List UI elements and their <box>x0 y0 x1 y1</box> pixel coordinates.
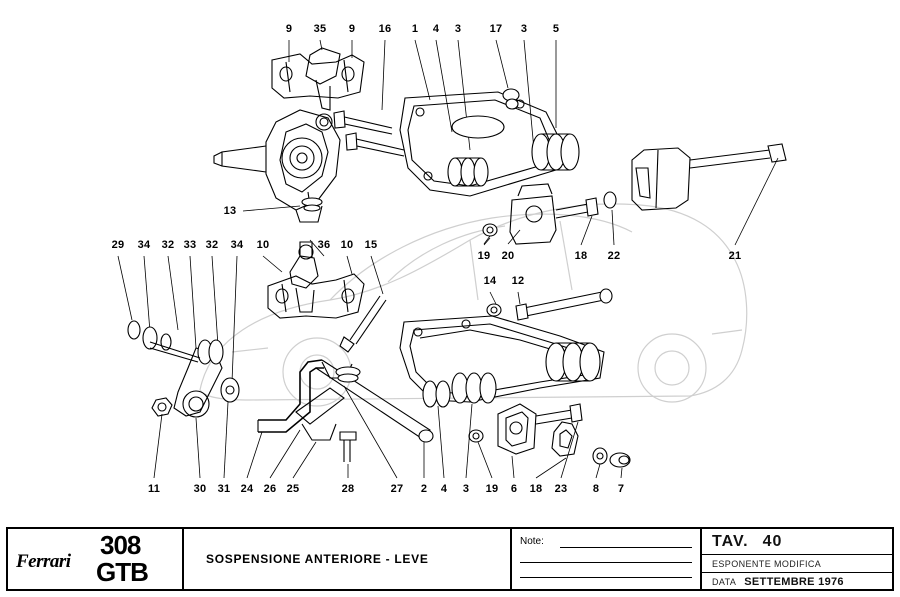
callout-number: 32 <box>161 239 175 251</box>
callout-number: 6 <box>510 483 518 495</box>
callout-number: 12 <box>511 275 525 287</box>
callout-number: 17 <box>489 23 503 35</box>
callout-number: 35 <box>313 23 327 35</box>
bump-stop-bracket-21 <box>632 144 786 245</box>
note-write-line-1 <box>560 547 692 548</box>
callout-number: 5 <box>552 23 560 35</box>
table-label: TAV. <box>712 532 749 550</box>
callout-number: 28 <box>341 483 355 495</box>
callout-number: 8 <box>592 483 600 495</box>
drawing-title-cell <box>184 529 512 589</box>
callout-number: 31 <box>217 483 231 495</box>
callout-number: 26 <box>263 483 277 495</box>
lower-balljoint-bracket <box>268 242 364 318</box>
table-info-cell <box>702 529 892 589</box>
model-number-top: 308 <box>100 530 141 560</box>
callout-number: 7 <box>617 483 625 495</box>
brand-cell <box>8 529 184 589</box>
callout-number: 18 <box>574 250 588 262</box>
callout-number: 9 <box>285 23 293 35</box>
callout-number: 22 <box>607 250 621 262</box>
callout-number: 14 <box>483 275 497 287</box>
table-number-row <box>702 529 892 555</box>
callout-number: 19 <box>485 483 499 495</box>
callout-number: 21 <box>728 250 742 262</box>
callout-number: 16 <box>378 23 392 35</box>
note-label: Note: <box>520 536 544 547</box>
callout-number: 10 <box>256 239 270 251</box>
callout-number: 3 <box>462 483 470 495</box>
callout-number: 27 <box>390 483 404 495</box>
callout-number: 1 <box>411 23 419 35</box>
callout-number: 3 <box>454 23 462 35</box>
anti-roll-bar-assembly <box>128 321 433 462</box>
tie-rod-12 <box>487 289 612 320</box>
ferrari-logo-text: Ferrari <box>16 551 71 572</box>
callout-number: 13 <box>223 205 237 217</box>
bolt-17 <box>503 89 519 109</box>
revision-label: ESPONENTE MODIFICA <box>712 558 822 569</box>
callout-number: 25 <box>286 483 300 495</box>
bracket-and-clips <box>469 404 630 467</box>
leader-lines-right-mid <box>484 238 490 245</box>
note-write-line-2 <box>520 562 692 563</box>
callout-number: 23 <box>554 483 568 495</box>
callout-number: 19 <box>477 250 491 262</box>
callout-number: 24 <box>240 483 254 495</box>
callout-number: 33 <box>183 239 197 251</box>
callout-number: 29 <box>111 239 125 251</box>
date-label: DATA <box>712 577 737 587</box>
callout-number: 3 <box>520 23 528 35</box>
bushing-group-upper <box>448 134 579 186</box>
title-block <box>6 527 894 591</box>
model-number-bottom: GTB <box>96 557 148 587</box>
callout-number: 4 <box>440 483 448 495</box>
callout-number: 32 <box>205 239 219 251</box>
note-cell <box>512 529 702 589</box>
callout-number: 18 <box>529 483 543 495</box>
callout-number: 2 <box>420 483 428 495</box>
revision-row <box>702 555 892 573</box>
upper-control-arm <box>400 89 579 196</box>
callout-number: 15 <box>364 239 378 251</box>
callout-number: 36 <box>317 239 331 251</box>
callout-number: 11 <box>147 483 161 495</box>
callout-number: 4 <box>432 23 440 35</box>
bolts-9-16 <box>334 111 404 156</box>
table-number: 40 <box>762 532 783 550</box>
callout-number: 20 <box>501 250 515 262</box>
drawing-title: SOSPENSIONE ANTERIORE - LEVE <box>206 552 429 566</box>
callout-number: 9 <box>348 23 356 35</box>
lower-control-arm <box>400 316 604 407</box>
note-write-line-3 <box>520 577 692 578</box>
date-value: SETTEMBRE 1976 <box>744 576 844 588</box>
callout-number: 30 <box>193 483 207 495</box>
callout-number: 34 <box>230 239 244 251</box>
callout-number: 10 <box>340 239 354 251</box>
date-row <box>702 573 892 591</box>
callout-number: 34 <box>137 239 151 251</box>
